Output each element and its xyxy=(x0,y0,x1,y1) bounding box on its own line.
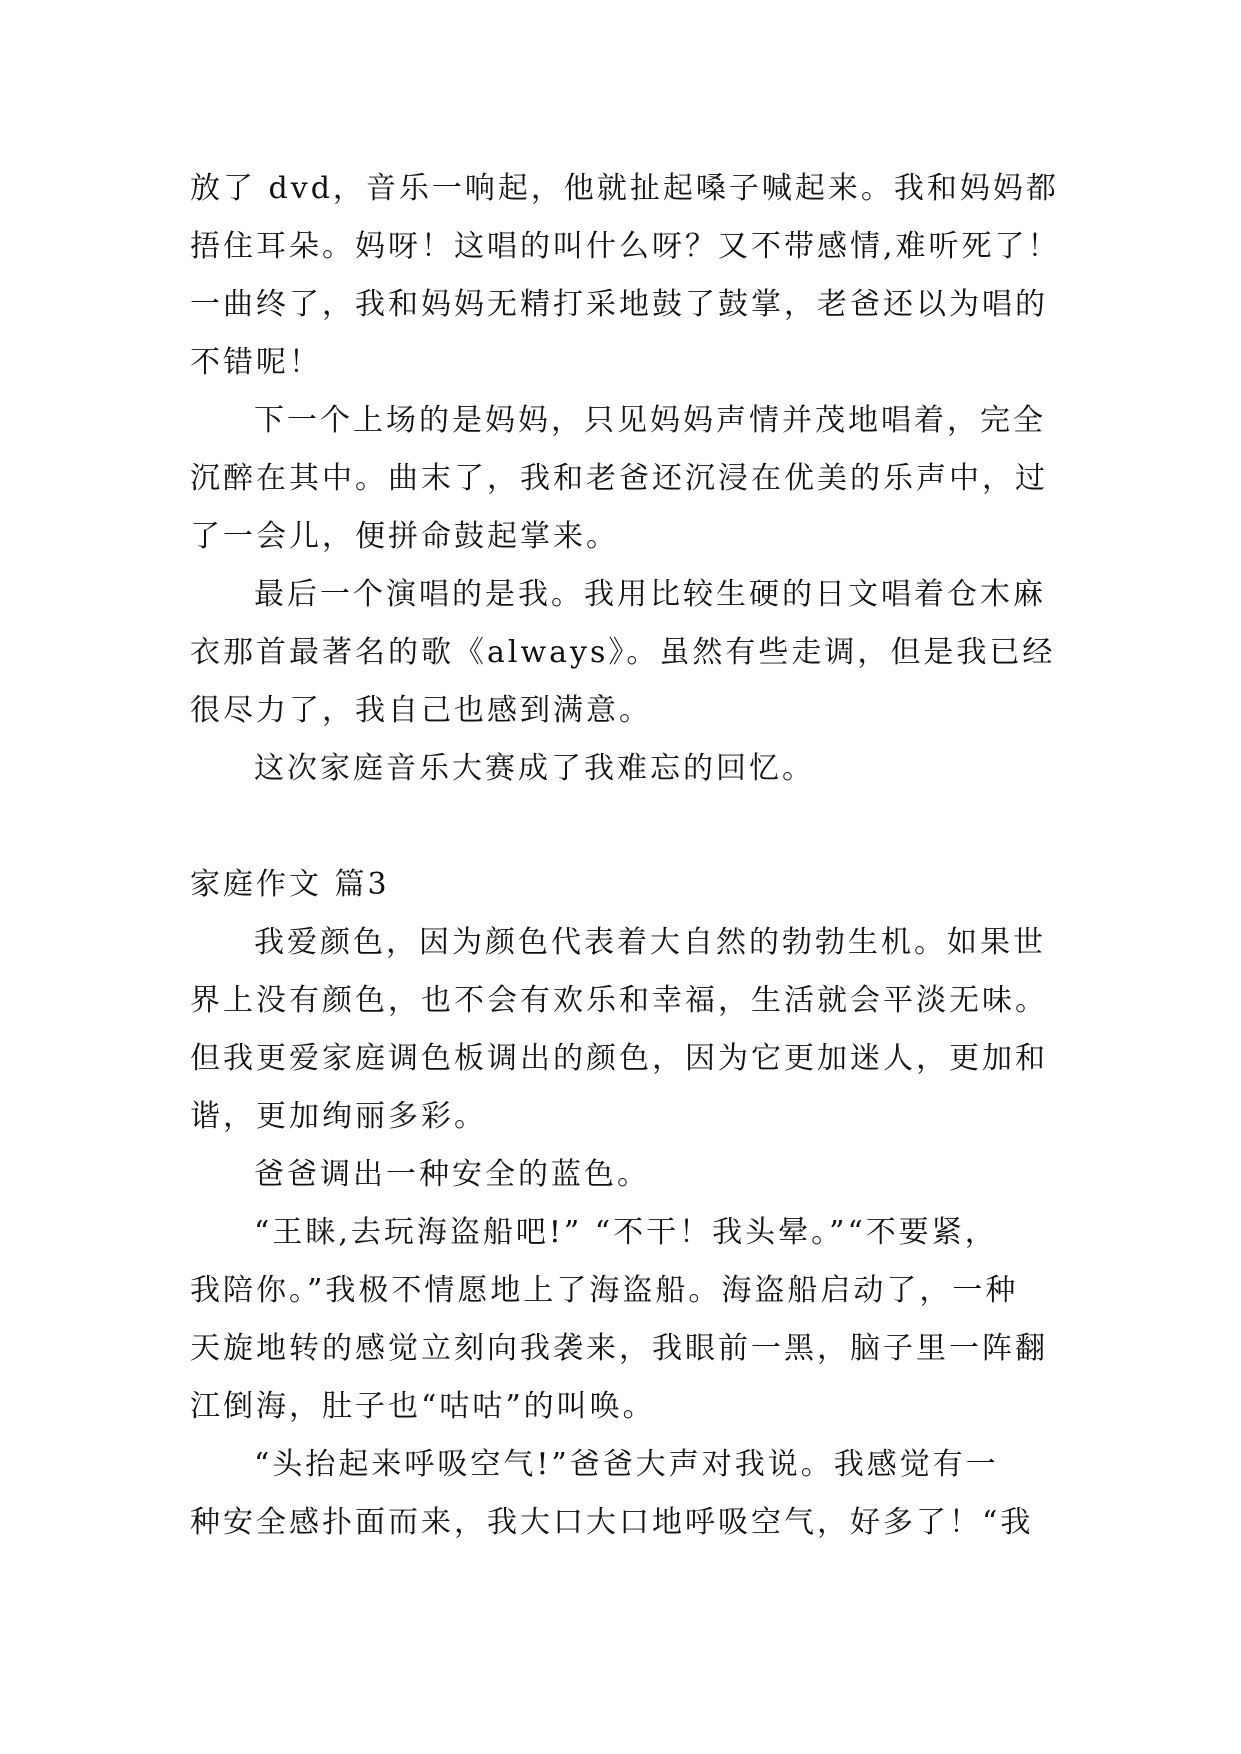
paragraph-first-line: 我爱颜色，因为颜色代表着大自然的勃勃生机。如果世 xyxy=(254,925,1046,960)
text-line: 种安全感扑面而来，我大口大口地呼吸空气，好多了！“我 xyxy=(190,1505,1034,1540)
paragraph-first-line: 下一个上场的是妈妈，只见妈妈声情并茂地唱着，完全 xyxy=(254,403,1046,438)
paragraph-first-line: 这次家庭音乐大赛成了我难忘的回忆。 xyxy=(254,751,815,786)
paragraph-first-line: 爸爸调出一种安全的蓝色。 xyxy=(254,1157,650,1192)
document-page xyxy=(190,160,1060,1552)
text-line: 沉醉在其中。曲末了，我和老爸还沉浸在优美的乐声中，过 xyxy=(190,461,1048,496)
text-line: 我陪你。”我极不情愿地上了海盗船。海盗船启动了，一种 xyxy=(190,1273,1019,1308)
section-heading: 家庭作文 篇3 xyxy=(190,867,390,902)
paragraph-first-line: 最后一个演唱的是我。我用比较生硬的日文唱着仓木麻 xyxy=(254,577,1046,612)
text-line: 一曲终了，我和妈妈无精打采地鼓了鼓掌，老爸还以为唱的 xyxy=(190,287,1048,322)
paragraph-first-line: “王睐,去玩海盗船吧!” “不干！我头晕。”“不要紧， xyxy=(254,1215,998,1250)
paragraph-first-line: “头抬起来呼吸空气!”爸爸大声对我说。我感觉有一 xyxy=(254,1447,999,1482)
text-line: 谐，更加绚丽多彩。 xyxy=(190,1099,487,1134)
text-line: 捂住耳朵。妈呀！这唱的叫什么呀？又不带感情,难听死了！ xyxy=(190,229,1061,264)
text-line: 放了 dvd，音乐一响起，他就扯起嗓子喊起来。我和妈妈都 xyxy=(190,171,1059,206)
blank-line xyxy=(190,798,1060,856)
text-line: 了一会儿，便拼命鼓起掌来。 xyxy=(190,519,619,554)
text-line: 天旋地转的感觉立刻向我袭来，我眼前一黑，脑子里一阵翻 xyxy=(190,1331,1048,1366)
text-line: 不错呢！ xyxy=(190,345,322,380)
text-line: 江倒海，肚子也“咕咕”的叫唤。 xyxy=(190,1389,656,1424)
text-line: 很尽力了，我自己也感到满意。 xyxy=(190,693,652,728)
text-line: 界上没有颜色，也不会有欢乐和幸福，生活就会平淡无味。 xyxy=(190,983,1048,1018)
text-line: 衣那首最著名的歌《always》。虽然有些走调，但是我已经 xyxy=(190,635,1056,670)
text-line: 但我更爱家庭调色板调出的颜色，因为它更加迷人，更加和 xyxy=(190,1041,1048,1076)
